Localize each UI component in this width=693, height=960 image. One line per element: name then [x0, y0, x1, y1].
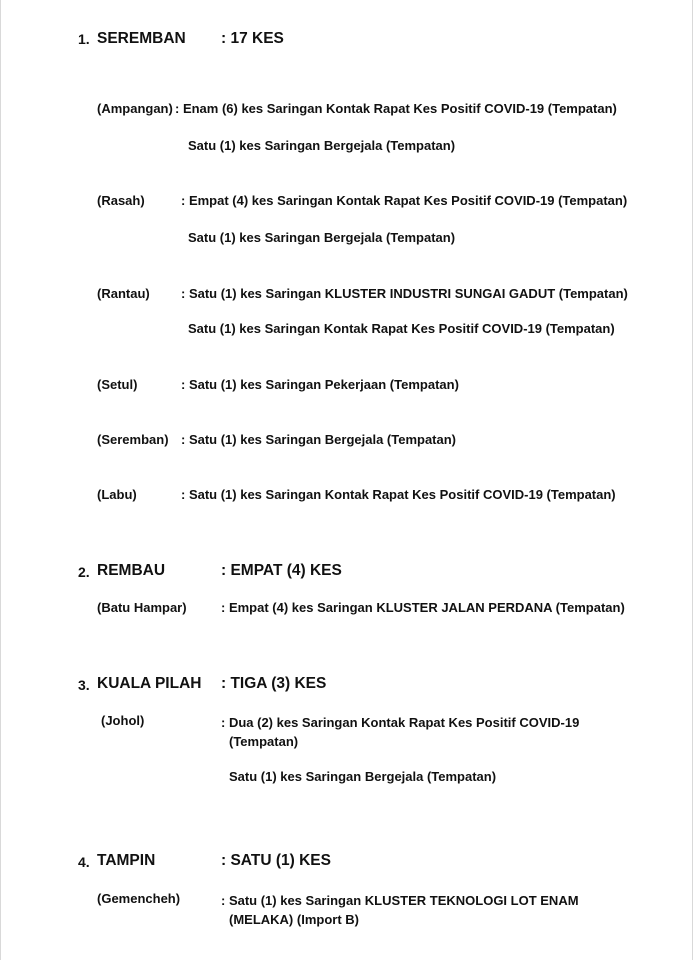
- area-label: (Ampangan): [97, 101, 173, 116]
- case-detail: : Satu (1) kes Saringan Bergejala (Tempatan): [181, 432, 456, 447]
- area-label: (Johol): [101, 713, 145, 728]
- district-case-count: : 17 KES: [221, 30, 284, 47]
- district-number: 1.: [78, 31, 90, 47]
- case-detail: Satu (1) kes Saringan Bergejala (Tempatan): [188, 138, 456, 153]
- district-case-count: : EMPAT (4) KES: [221, 562, 342, 579]
- case-detail: : Empat (4) kes Saringan Kontak Rapat Kes Positif COVID-19 (Tempatan): [181, 193, 628, 208]
- case-detail: : Satu (1) kes Saringan Kontak Rapat Kes Positif COVID-19 (Tempatan): [181, 487, 616, 502]
- case-detail: : Empat (4) kes Saringan KLUSTER JALAN PERDANA (Tempatan): [221, 600, 625, 615]
- case-detail: Satu (1) kes Saringan Bergejala (Tempatan): [188, 230, 456, 245]
- case-detail: Satu (1) kes Saringan Kontak Rapat Kes Positif COVID-19 (Tempatan): [188, 321, 615, 336]
- area-label: (Gemencheh): [97, 891, 181, 906]
- area-label: (Rantau): [97, 286, 150, 301]
- area-label: (Batu Hampar): [97, 600, 187, 615]
- case-detail: Satu (1) kes Saringan Bergejala (Tempatan): [229, 769, 497, 784]
- district-number: 2.: [78, 564, 90, 580]
- case-detail: : Satu (1) kes Saringan KLUSTER TEKNOLOGI LOT ENAM (MELAKA) (Import B): [221, 893, 579, 927]
- district-case-count: : SATU (1) KES: [221, 852, 331, 869]
- case-detail: : Satu (1) kes Saringan KLUSTER INDUSTRI SUNGAI GADUT (Tempatan): [181, 286, 628, 301]
- case-detail: : Enam (6) kes Saringan Kontak Rapat Kes Positif COVID-19 (Tempatan): [175, 101, 617, 116]
- district-name: KUALA PILAH: [97, 675, 202, 692]
- area-label: (Setul): [97, 377, 138, 392]
- district-number: 3.: [78, 677, 90, 693]
- area-label: (Rasah): [97, 193, 145, 208]
- district-name: TAMPIN: [97, 852, 156, 869]
- case-detail: : Dua (2) kes Saringan Kontak Rapat Kes Positif COVID-19 (Tempatan): [221, 715, 580, 749]
- case-detail: : Satu (1) kes Saringan Pekerjaan (Tempatan): [181, 377, 459, 392]
- district-name: REMBAU: [97, 562, 166, 579]
- area-label: (Labu): [97, 487, 137, 502]
- district-case-count: : TIGA (3) KES: [221, 675, 327, 692]
- area-label: (Seremban): [97, 432, 169, 447]
- district-number: 4.: [78, 854, 90, 870]
- district-name: SEREMBAN: [97, 30, 186, 47]
